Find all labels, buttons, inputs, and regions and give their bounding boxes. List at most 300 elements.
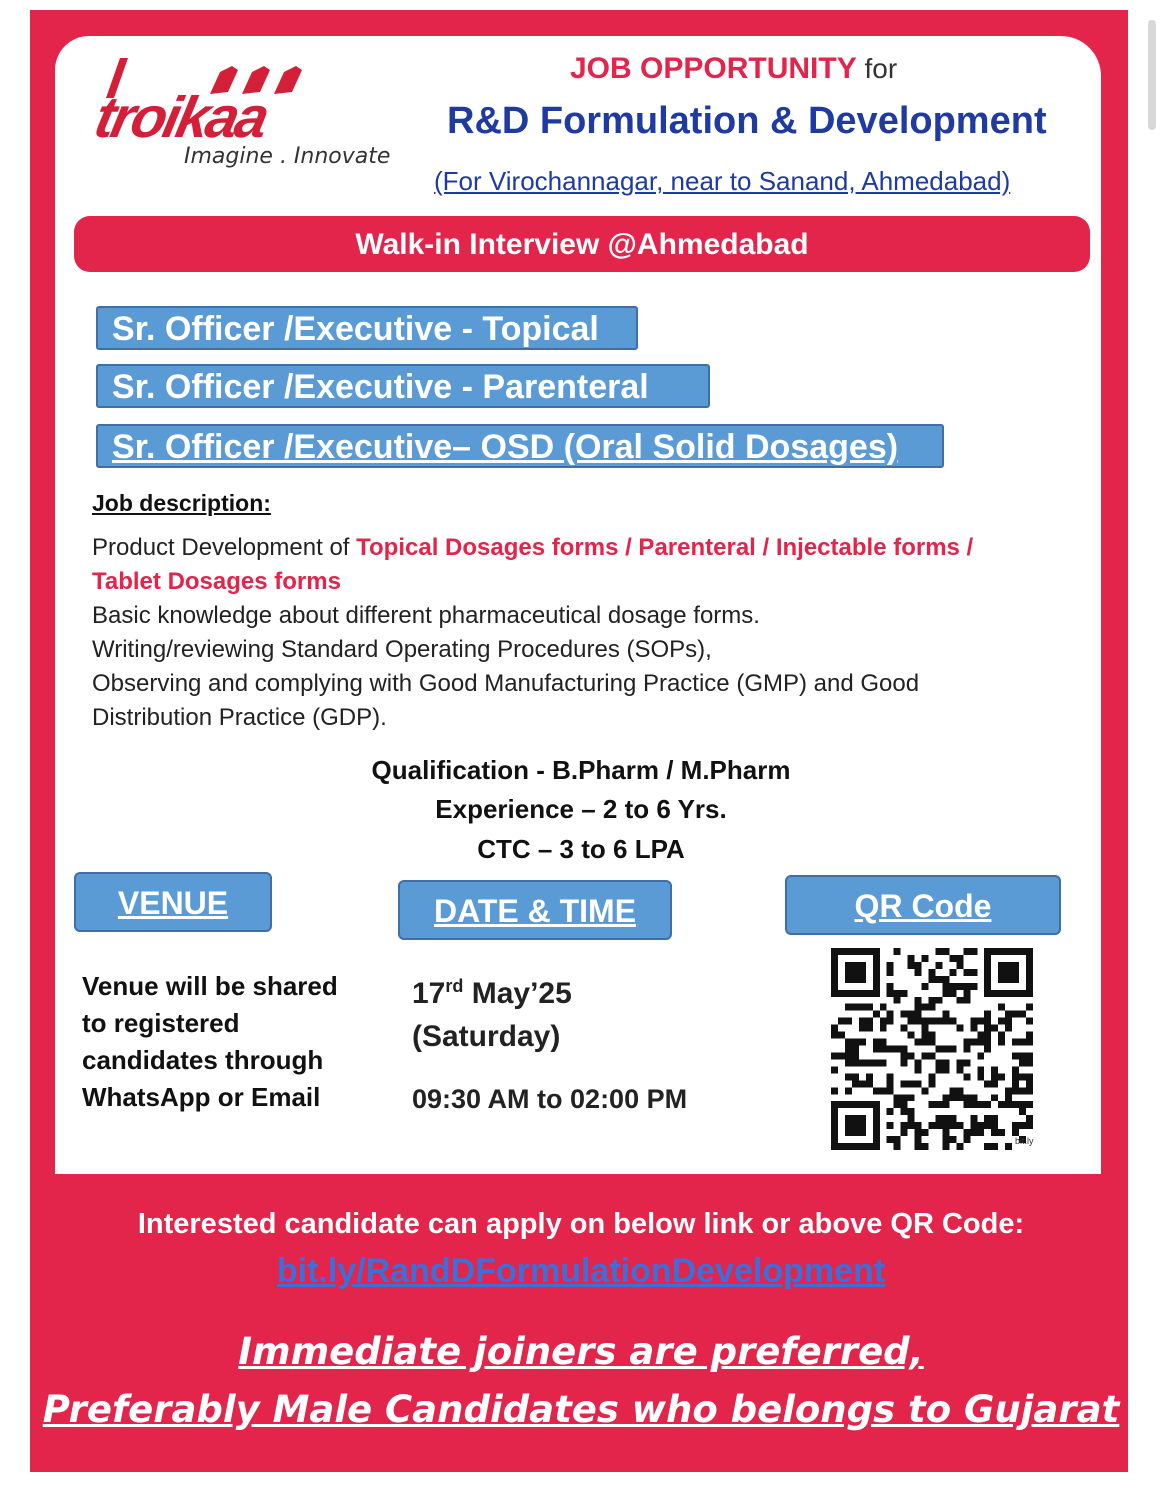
jd-line: Writing/reviewing Standard Operating Procedures (SOPs), — [92, 636, 712, 663]
qr-module — [1026, 1039, 1033, 1046]
qr-module — [970, 948, 977, 955]
qr-module — [949, 1018, 956, 1025]
qr-module — [935, 948, 942, 955]
qr-module — [963, 1094, 970, 1101]
qr-module — [880, 1046, 887, 1053]
qr-module — [1012, 1039, 1019, 1046]
qr-module — [970, 969, 977, 976]
qr-module — [991, 1080, 998, 1087]
qr-module — [949, 1094, 956, 1101]
department-title: R&D Formulation & Development — [447, 100, 1047, 142]
qr-module — [852, 1039, 859, 1046]
qr-module — [922, 1087, 929, 1094]
qr-module — [908, 1094, 915, 1101]
for-text: for — [864, 53, 898, 84]
qr-module — [949, 955, 956, 962]
venue-label: VENUE — [74, 872, 272, 932]
qr-module — [942, 948, 949, 955]
qr-module — [915, 1080, 922, 1087]
qr-module — [915, 1004, 922, 1011]
position-parenteral: Sr. Officer /Executive - Parenteral — [96, 364, 710, 408]
qr-module — [831, 1066, 838, 1073]
qr-module — [1026, 1059, 1033, 1066]
qr-module — [845, 1004, 852, 1011]
qr-module — [873, 1046, 880, 1053]
qr-module — [831, 1087, 838, 1094]
qr-module — [908, 1080, 915, 1087]
venue-line: WhatsApp or Email — [82, 1082, 321, 1112]
qr-module — [1026, 1018, 1033, 1025]
qr-module — [901, 1129, 908, 1136]
qr-module — [866, 1059, 873, 1066]
qr-module — [1005, 1101, 1012, 1108]
qr-module — [901, 1108, 908, 1115]
venue-line: Venue will be shared — [82, 971, 338, 1001]
qr-module — [922, 1004, 929, 1011]
qr-module — [963, 1101, 970, 1108]
qr-module — [970, 1115, 977, 1122]
qr-module — [1026, 1032, 1033, 1039]
jd-lead: Product Development of — [92, 534, 357, 561]
qr-module — [984, 1080, 991, 1087]
qr-module — [894, 1136, 901, 1143]
qr-module — [1012, 1073, 1019, 1080]
qualification: Qualification - B.Pharm / M.Pharm — [371, 755, 791, 785]
qr-module — [1026, 1004, 1033, 1011]
qr-module — [1005, 1094, 1012, 1101]
qr-module — [901, 1101, 908, 1108]
qr-module — [956, 1059, 963, 1066]
qr-module — [845, 1018, 852, 1025]
qr-module — [838, 1052, 845, 1059]
qr-module — [887, 1080, 894, 1087]
venue-details — [82, 968, 338, 1116]
qr-module — [942, 1059, 949, 1066]
qr-module — [956, 955, 963, 962]
qr-module — [949, 990, 956, 997]
qr-module — [1012, 1087, 1019, 1094]
qr-module — [908, 955, 915, 962]
qr-module — [935, 1018, 942, 1025]
qr-module — [949, 1087, 956, 1094]
qr-module — [1026, 1087, 1033, 1094]
qr-module — [949, 1115, 956, 1122]
qr-module — [922, 1039, 929, 1046]
qr-module — [922, 1052, 929, 1059]
qr-module — [908, 1122, 915, 1129]
qr-module — [970, 1025, 977, 1032]
qr-module — [991, 1115, 998, 1122]
qr-module — [1005, 1011, 1012, 1018]
qr-module — [1019, 1101, 1026, 1108]
qr-module — [831, 1025, 838, 1032]
qr-module — [887, 969, 894, 976]
qr-module — [991, 1122, 998, 1129]
qr-module — [1012, 1066, 1019, 1073]
qr-module — [942, 1094, 949, 1101]
job-opportunity-heading — [570, 52, 897, 86]
qr-module — [894, 1094, 901, 1101]
qr-module — [956, 983, 963, 990]
qr-module — [963, 969, 970, 976]
qr-module — [935, 1115, 942, 1122]
qr-module — [873, 1087, 880, 1094]
qr-module — [929, 1101, 936, 1108]
qr-module — [977, 1039, 984, 1046]
qr-module — [977, 1052, 984, 1059]
qr-module — [915, 1122, 922, 1129]
jd-forms: Topical Dosages forms / Parenteral / Injectable forms / — [356, 534, 974, 561]
qr-module — [991, 1143, 998, 1150]
qr-module — [977, 1129, 984, 1136]
qr-module — [901, 1080, 908, 1087]
qr-module — [935, 1046, 942, 1053]
qr-module — [991, 1073, 998, 1080]
experience: Experience – 2 to 6 Yrs. — [435, 794, 727, 824]
qr-module — [942, 983, 949, 990]
qr-module — [922, 1129, 929, 1136]
qr-module — [1019, 1073, 1026, 1080]
qr-module — [887, 1136, 894, 1143]
qr-module — [915, 1143, 922, 1150]
qr-module — [887, 1108, 894, 1115]
qr-module — [894, 1101, 901, 1108]
qr-module — [873, 1039, 880, 1046]
qr-module — [984, 1122, 991, 1129]
qr-module — [984, 1101, 991, 1108]
qr-module — [859, 1080, 866, 1087]
qr-module — [1019, 1039, 1026, 1046]
jd-line: Observing and complying with Good Manufacturing Practice (GMP) and Good — [92, 670, 920, 697]
jd-line: Distribution Practice (GDP). — [92, 704, 387, 731]
qr-module — [935, 962, 942, 969]
qr-module — [970, 1039, 977, 1046]
qr-module — [929, 1080, 936, 1087]
qr-module — [935, 1122, 942, 1129]
qr-module — [908, 1108, 915, 1115]
qr-module — [852, 1004, 859, 1011]
qr-module — [915, 1129, 922, 1136]
position-topical: Sr. Officer /Executive - Topical — [96, 306, 638, 350]
qr-module — [998, 1039, 1005, 1046]
qr-module — [984, 1039, 991, 1046]
qr-module — [956, 1087, 963, 1094]
qr-module — [984, 1143, 991, 1150]
qr-module — [929, 976, 936, 983]
qr-module — [949, 1046, 956, 1053]
qr-module — [929, 1032, 936, 1039]
venue-line: candidates through — [82, 1045, 324, 1075]
qr-module — [929, 969, 936, 976]
qr-finder — [845, 962, 866, 983]
qr-module — [831, 1032, 838, 1039]
qr-module — [852, 1046, 859, 1053]
qr-module — [922, 1143, 929, 1150]
qr-module — [991, 1025, 998, 1032]
qr-module — [963, 948, 970, 955]
qr-module — [1005, 1025, 1012, 1032]
qr-module — [977, 1018, 984, 1025]
venue-line: to registered — [82, 1008, 240, 1038]
qr-module — [887, 1122, 894, 1129]
qr-module — [977, 1122, 984, 1129]
walkin-banner: Walk-in Interview @Ahmedabad — [74, 216, 1090, 272]
qr-module — [901, 1094, 908, 1101]
qr-module — [852, 1073, 859, 1080]
qr-module — [866, 1025, 873, 1032]
qr-module — [991, 1129, 998, 1136]
qr-module — [887, 990, 894, 997]
qr-module — [894, 990, 901, 997]
qr-module — [915, 1011, 922, 1018]
qr-module — [935, 1059, 942, 1066]
qr-module — [873, 1059, 880, 1066]
qr-module — [998, 1032, 1005, 1039]
qr-module — [929, 1039, 936, 1046]
qr-module — [915, 969, 922, 976]
preference-note: Preferably Male Candidates who belongs to Gujarat — [42, 1388, 1120, 1431]
qr-module — [901, 1011, 908, 1018]
date-suffix: rd — [445, 976, 464, 996]
qr-finder — [998, 962, 1019, 983]
qr-module — [949, 1136, 956, 1143]
qr-module — [929, 1122, 936, 1129]
qr-module — [894, 948, 901, 955]
qr-module — [977, 1032, 984, 1039]
qr-module — [915, 1018, 922, 1025]
qr-tag: bit.ly — [1015, 1136, 1034, 1146]
interview-weekday: (Saturday) — [412, 1020, 561, 1053]
qr-module — [887, 1087, 894, 1094]
qr-module — [942, 1136, 949, 1143]
position-osd: Sr. Officer /Executive– OSD (Oral Solid Dosages) — [96, 424, 944, 468]
qr-module — [942, 1115, 949, 1122]
qr-module — [942, 1066, 949, 1073]
qr-module — [894, 1143, 901, 1150]
qr-module — [977, 1101, 984, 1108]
qr-module — [922, 983, 929, 990]
qr-module — [901, 990, 908, 997]
qr-module — [1026, 1073, 1033, 1080]
qr-module — [866, 1073, 873, 1080]
qr-module — [929, 1052, 936, 1059]
qr-module — [963, 1059, 970, 1066]
qr-module — [984, 1032, 991, 1039]
qr-module — [1012, 1101, 1019, 1108]
qr-module — [880, 1039, 887, 1046]
qr-module — [845, 1059, 852, 1066]
date-day: 17 — [412, 977, 446, 1010]
qr-module — [887, 1011, 894, 1018]
qr-module — [1012, 1122, 1019, 1129]
qr-module — [963, 983, 970, 990]
qr-module — [922, 1018, 929, 1025]
scrollbar[interactable] — [1148, 20, 1156, 130]
qr-module — [845, 1052, 852, 1059]
apply-instructions: Interested candidate can apply on below link or above QR Code: — [137, 1208, 1025, 1240]
qr-module — [935, 1101, 942, 1108]
qr-module — [942, 1101, 949, 1108]
qr-module — [915, 1059, 922, 1066]
qr-module — [963, 1129, 970, 1136]
qr-module — [970, 1122, 977, 1129]
qr-module — [970, 1129, 977, 1136]
qr-module — [1019, 1087, 1026, 1094]
qr-module — [859, 1018, 866, 1025]
qr-module — [852, 1080, 859, 1087]
qr-module — [922, 1032, 929, 1039]
qr-module — [908, 1115, 915, 1122]
qr-module — [908, 962, 915, 969]
qr-module — [901, 1059, 908, 1066]
qr-module — [963, 997, 970, 1004]
qr-module — [1019, 1108, 1026, 1115]
qr-module — [1005, 1143, 1012, 1150]
qr-module — [998, 1073, 1005, 1080]
jd-forms-continued: Tablet Dosages forms — [92, 568, 341, 595]
qr-module — [901, 1052, 908, 1059]
qr-module — [901, 1122, 908, 1129]
logo-wordmark: troikaa — [89, 85, 273, 150]
qr-module — [845, 1039, 852, 1046]
qr-module — [831, 1052, 838, 1059]
qr-module — [991, 1066, 998, 1073]
qr-module — [942, 976, 949, 983]
qr-module — [929, 997, 936, 1004]
qr-module — [845, 1087, 852, 1094]
qr-module — [998, 1129, 1005, 1136]
qr-module — [956, 1122, 963, 1129]
qr-module — [956, 962, 963, 969]
qr-module — [984, 1018, 991, 1025]
qr-module — [977, 1066, 984, 1073]
qr-module — [1026, 1101, 1033, 1108]
qr-module — [1026, 1122, 1033, 1129]
qr-module — [866, 1080, 873, 1087]
qr-module — [880, 1087, 887, 1094]
jd-line: Basic knowledge about different pharmaceutical dosage forms. — [92, 602, 760, 629]
qr-module — [915, 1136, 922, 1143]
qr-finder — [845, 1115, 866, 1136]
qr-module — [935, 1066, 942, 1073]
qr-module — [984, 1025, 991, 1032]
qr-module — [1012, 1080, 1019, 1087]
company-logo — [89, 54, 392, 184]
qr-module — [915, 1039, 922, 1046]
qr-module — [887, 983, 894, 990]
qr-module — [935, 976, 942, 983]
qr-module — [1019, 1052, 1026, 1059]
job-opportunity-text: JOB OPPORTUNITY — [570, 52, 857, 85]
date-month-year: May’25 — [463, 977, 572, 1010]
apply-link[interactable]: bit.ly/RandDFormulationDevelopment — [276, 1252, 886, 1290]
ctc: CTC – 3 to 6 LPA — [477, 834, 685, 864]
qr-module — [894, 997, 901, 1004]
qr-module — [1019, 1059, 1026, 1066]
qr-module — [873, 1011, 880, 1018]
qr-module — [949, 983, 956, 990]
qr-module — [1019, 1122, 1026, 1129]
qr-module — [942, 1143, 949, 1150]
qr-module — [1005, 1018, 1012, 1025]
qr-module — [970, 1094, 977, 1101]
qr-module — [852, 1052, 859, 1059]
qr-module — [887, 1018, 894, 1025]
qr-module — [852, 1059, 859, 1066]
job-description-line — [92, 531, 1082, 565]
qr-module — [956, 1143, 963, 1150]
qr-module — [838, 1032, 845, 1039]
qr-module — [1012, 1052, 1019, 1059]
qr-module — [887, 1046, 894, 1053]
interview-time: 09:30 AM to 02:00 PM — [412, 1084, 688, 1114]
qr-module — [887, 962, 894, 969]
qr-module — [880, 1025, 887, 1032]
qr-module — [956, 1066, 963, 1073]
qr-module — [915, 997, 922, 1004]
qr-module — [915, 962, 922, 969]
interview-date — [412, 976, 572, 1011]
qr-code-label: QR Code — [785, 875, 1061, 935]
qr-code-image[interactable] — [826, 948, 1038, 1150]
qr-module — [859, 1004, 866, 1011]
qr-module — [949, 1122, 956, 1129]
qr-module — [991, 1094, 998, 1101]
qr-module — [963, 1046, 970, 1053]
qr-module — [963, 1039, 970, 1046]
job-description-title: Job description: — [92, 490, 271, 516]
qr-module — [915, 1066, 922, 1073]
qr-module — [977, 1073, 984, 1080]
qr-module — [984, 1011, 991, 1018]
qr-module — [963, 1136, 970, 1143]
qr-module — [956, 1025, 963, 1032]
qr-module — [963, 1073, 970, 1080]
qr-module — [929, 1018, 936, 1025]
qr-module — [866, 1018, 873, 1025]
qr-module — [908, 1018, 915, 1025]
qr-module — [859, 1039, 866, 1046]
qr-module — [901, 1046, 908, 1053]
qr-module — [1005, 1087, 1012, 1094]
immediate-joiners-note: Immediate joiners are preferred, — [238, 1330, 924, 1373]
qr-module — [908, 1011, 915, 1018]
qr-module — [908, 1032, 915, 1039]
qr-module — [1019, 1011, 1026, 1018]
qr-module — [1026, 1115, 1033, 1122]
date-time-label: DATE & TIME — [398, 880, 672, 940]
qr-module — [970, 983, 977, 990]
qr-module — [998, 1101, 1005, 1108]
qr-module — [845, 1046, 852, 1053]
qr-module — [1026, 1080, 1033, 1087]
qr-module — [880, 1018, 887, 1025]
qr-module — [929, 1073, 936, 1080]
qr-module — [998, 1004, 1005, 1011]
qr-module — [838, 1018, 845, 1025]
qr-module — [984, 1115, 991, 1122]
qr-module — [942, 1129, 949, 1136]
qr-module — [880, 1059, 887, 1066]
qr-module — [880, 1004, 887, 1011]
qr-module — [949, 969, 956, 976]
qr-module — [942, 1122, 949, 1129]
qr-module — [859, 1059, 866, 1066]
qr-module — [956, 1094, 963, 1101]
qr-module — [1012, 1011, 1019, 1018]
qr-module — [908, 1052, 915, 1059]
qr-module — [935, 997, 942, 1004]
